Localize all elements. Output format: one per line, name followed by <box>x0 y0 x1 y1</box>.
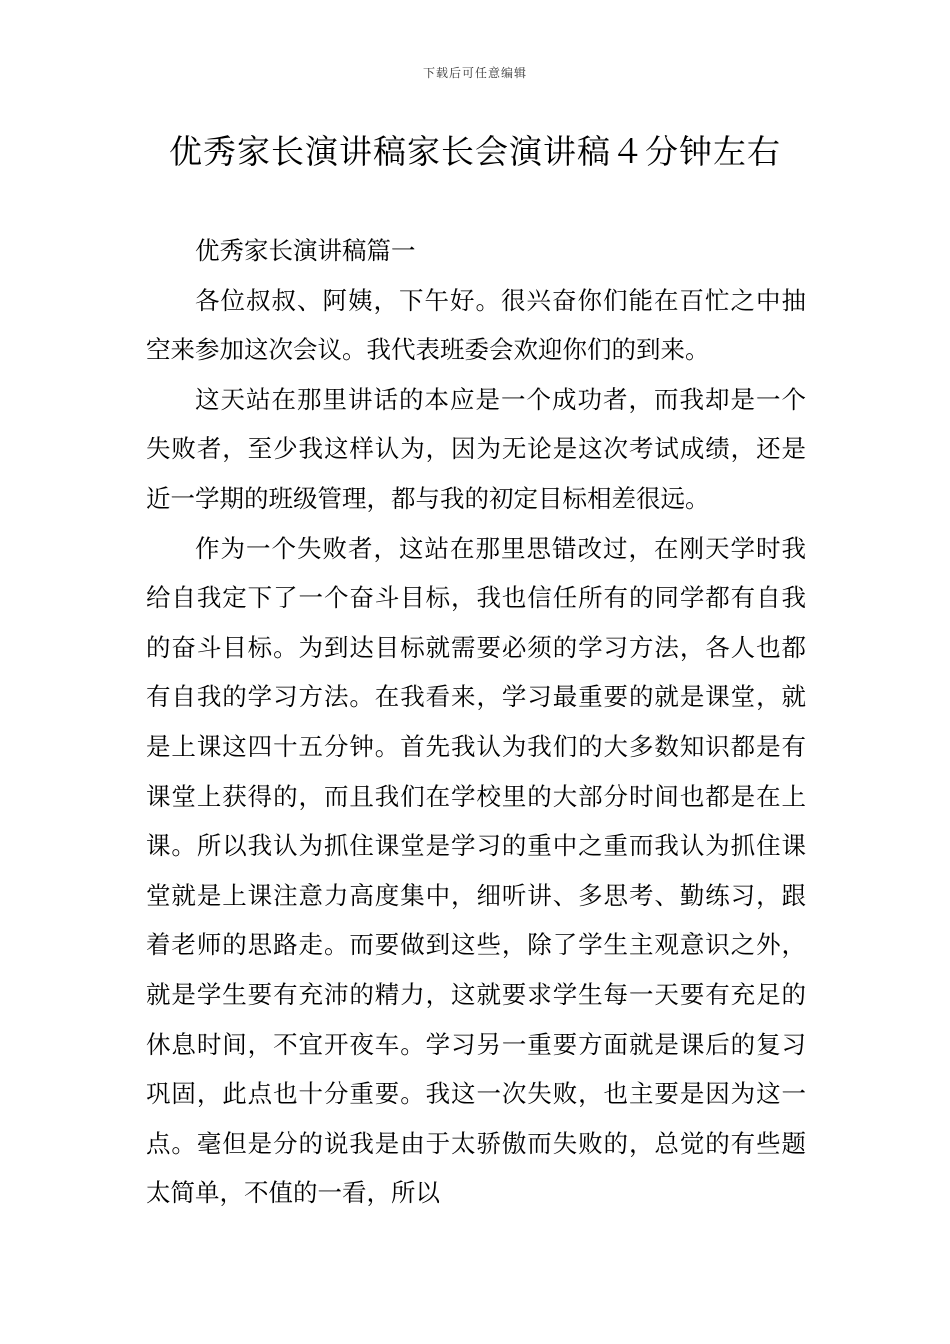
paragraph-greeting: 各位叔叔、阿姨，下午好。很兴奋你们能在百忙之中抽空来参加这次会议。我代表班委会欢迎你们的到来。 <box>146 285 806 365</box>
document-body <box>146 226 806 1218</box>
section-heading: 优秀家长演讲稿篇一 <box>195 236 416 265</box>
paragraph-self-assessment: 这天站在那里讲话的本应是一个成功者，而我却是一个失败者，至少我这样认为，因为无论是这次考试成绩，还是近一学期的班级管理，都与我的初定目标相差很远。 <box>146 384 806 513</box>
header-note: 下载后可任意编辑 <box>422 66 527 80</box>
document-title: 优秀家长演讲稿家长会演讲稿４分钟左右 <box>169 132 781 171</box>
paragraph-study-methods: 作为一个失败者，这站在那里思错改过，在刚天学时我给自我定下了一个奋斗目标，我也信任所有的同学都有自我的奋斗目标。为到达目标就需要必须的学习方法，各人也都有自我的学习方法。在我看来，学习最重要的就是课堂，就是上课这四十五分钟。首先我认为我们的大多数知识都是有课堂上获得的，而且我们在学校里的大部分时间也都是在上课。所以我认为抓住课堂是学习的重中之重而我认为抓住课堂就是上课注意力高度集中，细听讲、多思考、勤练习，跟着老师的思路走。而要做到这些，除了学生主观意识之外，就是学生要有充沛的精力，这就要求学生每一天要有充足的休息时间，不宜开夜车。学习另一重要方面就是课后的复习巩固，此点也十分重要。我这一次失败，也主要是因为这一点。毫但是分的说我是由于太骄傲而失败的，总觉的有些题太简单，不值的一看，所以 <box>146 533 806 1208</box>
